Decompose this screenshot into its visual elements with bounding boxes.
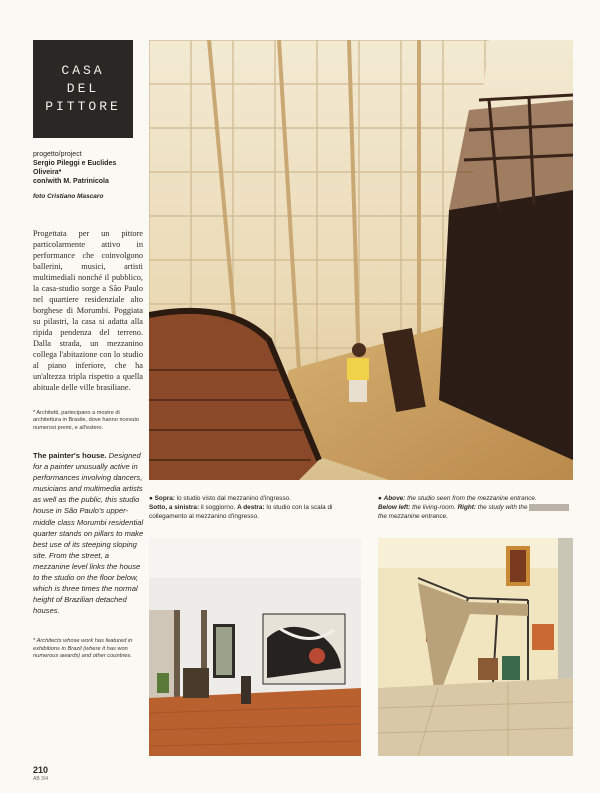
page-code: AB 3/4: [33, 776, 49, 782]
caption-right-label: Right:: [457, 504, 477, 511]
title-line-2: DEL: [66, 81, 100, 96]
caption-right-text-a: the study with the: [476, 504, 528, 511]
caption-right-text-b: the mezzanine entrance.: [378, 513, 448, 520]
english-paragraph: Designed for a painter unusually active in performances involving dancers, musicians and multimedia artists as well as the public, this studio house in São Paulo's upper-middle class Morumbi residential quarter stands on pillars to make best use of its steeping sloping site. From the street, a mezzanine level links the house to the studio on the floor below, which is three times the normal height of Brazilian detached houses.: [33, 451, 144, 616]
caption-below-text: the living-room.: [410, 504, 458, 511]
studio-staircase-photo: [378, 538, 573, 756]
caption-above-label: Above:: [383, 495, 406, 502]
living-room-illustration: [149, 538, 361, 756]
caption-destra-text: lo studio con la scala di collegamento al mezzanino d'ingresso.: [149, 504, 333, 520]
redacted-block: [529, 504, 569, 511]
photo-credit: foto Cristiano Mascaro: [33, 193, 104, 200]
english-body-text: [33, 450, 145, 616]
caption-sopra-text: lo studio visto dal mezzanino d'ingresso.: [174, 495, 291, 502]
credits-label: progetto/project: [33, 151, 82, 158]
credits-architects: Sergio Pileggi e Euclides Oliveira*: [33, 160, 117, 176]
caption-below-label: Below left:: [378, 504, 411, 511]
studio-main-photo: [149, 40, 573, 480]
caption-destra-label: A destra:: [237, 504, 265, 511]
caption-sotto-label: Sotto, a sinistra:: [149, 504, 200, 511]
italian-footnote: * Architetti, partecipano a mostre di architettura in Brasile, dove hanno ricevuto numerosi premi, e all'estero.: [33, 410, 140, 431]
staircase-illustration: [378, 538, 573, 756]
credits-with: con/with M. Patrinicola: [33, 178, 109, 185]
title-line-3: PITTORE: [45, 99, 121, 114]
english-footnote: * Architects whose work has featured in exhibitions in Brazil (where it has won numerous awards) and other countries.: [33, 638, 133, 659]
caption-bullet: ●: [149, 495, 153, 502]
caption-english: [378, 494, 578, 521]
living-room-photo: [149, 538, 361, 756]
caption-sotto-text: il soggiorno.: [199, 504, 238, 511]
page-number: 210: [33, 765, 49, 775]
english-heading: The painter's house.: [33, 451, 107, 460]
project-credits: [33, 150, 143, 186]
caption-sopra-label: Sopra:: [154, 495, 175, 502]
studio-photo-illustration: [149, 40, 573, 480]
title-line-1: CASA: [61, 63, 105, 78]
caption-above-text: the studio seen from the mezzanine entrance.: [405, 495, 537, 502]
italian-body-text: Progettata per un pittore particolarmente attivo in performance che coinvolgono ballerini, musici, artisti multimediali nonché il pubblico, la casa-studio sorge a São Paulo nel quartiere residenziale alto borghese di Morumbi. Poggiata su pilastri, la casa si adatta alla ripida pendenza del terreno. Dalla strada, un mezzanino collega l'abitazione con lo studio al piano inferiore, che ha un'altezza tripla rispetto a quella abituale delle ville brasiliane.: [33, 229, 143, 392]
article-title: [33, 40, 133, 138]
caption-italian: [149, 494, 361, 521]
caption-bullet-en: ●: [378, 495, 382, 502]
